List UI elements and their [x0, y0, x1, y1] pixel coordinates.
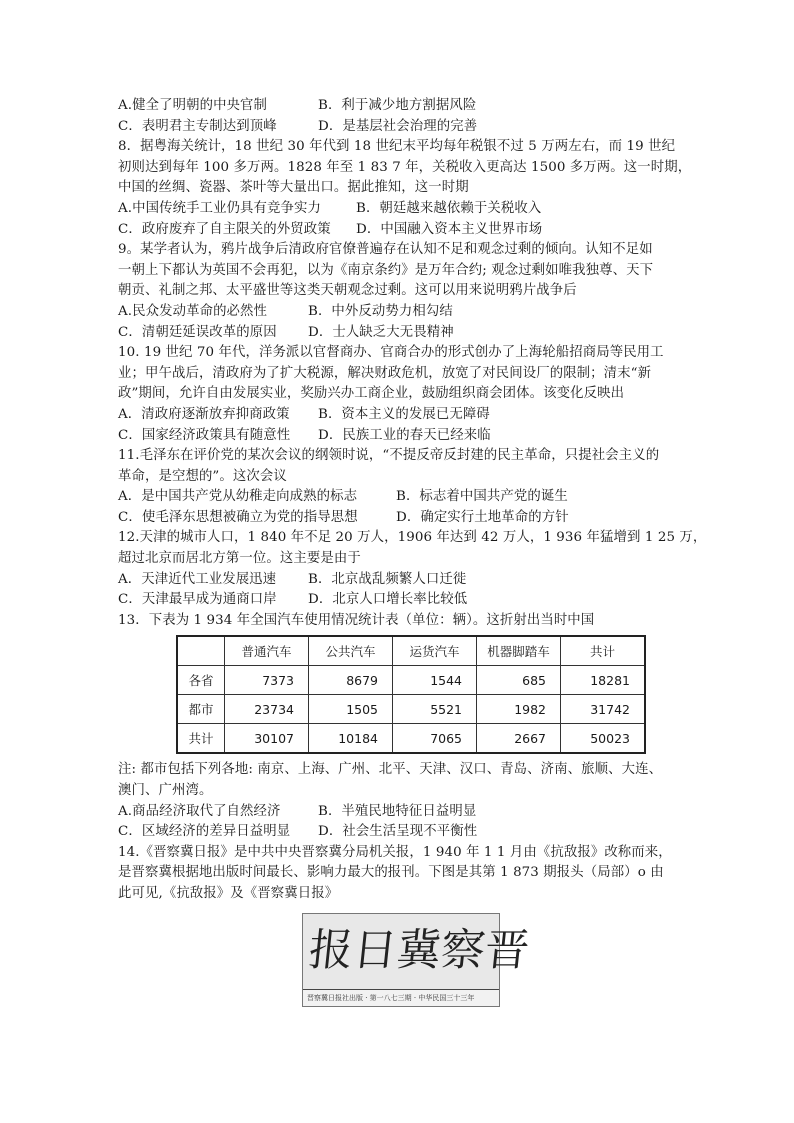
table-cell: 7065 — [393, 724, 477, 754]
q12-option-c: C．天津最早成为通商口岸 — [118, 592, 277, 608]
q9-stem-line: 一朝上下都认为英国不会再犯，以为《南京条约》是万年合约; 观念过剩如唯我独尊、天下 — [118, 262, 654, 278]
q10-option-d: D．民族工业的春天已经来临 — [318, 427, 491, 443]
q9-option-a: A.民众发动革命的必然性 — [118, 303, 268, 319]
q10-options-row2 — [118, 426, 688, 447]
q12-option-a: A．天津近代工业发展迅速 — [118, 571, 277, 587]
masthead-calligraphy: 报日冀察晋 — [306, 924, 532, 976]
q10-option-a: A．清政府逐渐放弃抑商政策 — [118, 406, 290, 422]
q11-stem-line: 革命，是空想的”。这次会议 — [118, 468, 287, 484]
q9-option-d: D．士人缺乏大无畏精神 — [308, 324, 454, 340]
table-cell: 23734 — [225, 695, 309, 724]
table-cell: 2667 — [477, 724, 561, 754]
q11-option-d: D．确定实行土地革命的方针 — [396, 509, 569, 525]
q13-options-row2 — [118, 822, 688, 843]
q7-options-row1 — [118, 96, 688, 117]
table-cell: 1544 — [393, 666, 477, 695]
table-row — [177, 695, 645, 724]
q10-option-c: C．国家经济政策具有随意性 — [118, 427, 291, 443]
q8-option-a: A.中国传统手工业仍具有竞争实力 — [118, 200, 321, 216]
q9-options-row1 — [118, 302, 688, 323]
q8-option-b: B．朝廷越来越依赖于关税收入 — [356, 200, 542, 216]
newspaper-masthead-image — [302, 913, 532, 1007]
q11-options-row1 — [118, 487, 688, 508]
table-cell: 31742 — [561, 695, 646, 724]
q7-option-c: C．表明君主专制达到顶峰 — [118, 118, 277, 134]
table-header-cell: 运货汽车 — [393, 636, 477, 666]
q13-stem-line: 13．下表为 1 934 年全国汽车使用情况统计表（单位：辆）。这折射出当时中国 — [118, 612, 595, 628]
q7-option-b: B．利于减少地方割据风险 — [318, 98, 477, 113]
table-header-cell: 普通汽车 — [225, 636, 309, 666]
table-header-cell — [177, 636, 225, 666]
q8-stem-line: 初则达到每年 100 多万两。1828 年至 1 83 7 年，关税收入更高达 1500 多万两。这一时期， — [118, 159, 692, 175]
q10-stem-line: 10. 19 世纪 70 年代，洋务派以官督商办、官商合办的形式创办了上海轮船招商局等民用工 — [118, 345, 664, 361]
table-cell: 7373 — [225, 666, 309, 695]
table-cell: 30107 — [225, 724, 309, 754]
q8-stem-line: 中国的丝绸、瓷器、茶叶等大量出口。据此推知，这一时期 — [118, 180, 469, 196]
q10-option-b: B．资本主义的发展已无障碍 — [318, 406, 490, 422]
q12-options-row1 — [118, 570, 688, 591]
row-label-cell: 各省 — [177, 666, 225, 695]
q8-option-d: D．中国融入资本主义世界市场 — [356, 221, 543, 237]
q14-stem-line: 此可见,《抗敌报》及《晋察冀日报》 — [118, 886, 339, 901]
q12-option-b: B．北京战乱频繁人口迁徙 — [308, 571, 467, 587]
q9-option-b: B．中外反动势力相勾结 — [308, 303, 453, 319]
q13-options-row1 — [118, 802, 688, 823]
table-row — [177, 724, 645, 754]
row-label-cell: 都市 — [177, 695, 225, 724]
q11-option-a: A．是中国共产党从幼稚走向成熟的标志 — [118, 489, 358, 505]
table-cell: 50023 — [561, 724, 646, 754]
table-cell: 1982 — [477, 695, 561, 724]
q11-option-b: B．标志着中国共产党的诞生 — [396, 489, 568, 505]
q7-options-row2 — [118, 117, 688, 138]
q13-note-line: 注: 都市包括下列各地: 南京、上海、广州、北平、天津、汉口、青岛、济南、旅顺、大连、 — [118, 762, 663, 778]
q8-stem-line: 8．据粤海关统计，18 世纪 30 年代到 18 世纪末平均每年税银不过 5 万两左右，而 19 世纪 — [118, 139, 676, 155]
table-cell: 685 — [477, 666, 561, 695]
q11-stem-line: 11.毛泽东在评价党的某次会议的纲领时说，“不提反帝反封建的民主革命，只提社会主义的 — [118, 448, 660, 464]
table-header-cell: 公共汽车 — [309, 636, 393, 666]
table-header-cell: 共计 — [561, 636, 646, 666]
q9-option-c: C．清朝廷延误改革的原因 — [118, 324, 277, 340]
table-cell: 1505 — [309, 695, 393, 724]
table-header-cell: 机器脚踏车 — [477, 636, 561, 666]
q7-option-d: D．是基层社会治理的完善 — [318, 118, 478, 134]
q10-stem-line: 政”期间，允许自由发展实业，奖励兴办工商企业，鼓励组织商会团体。该变化反映出 — [118, 386, 625, 402]
table-cell: 18281 — [561, 666, 646, 695]
q11-options-row2 — [118, 508, 688, 529]
q8-option-c: C．政府废弃了自主限关的外贸政策 — [118, 221, 331, 237]
table-cell: 8679 — [309, 666, 393, 695]
q13-option-b: B．半殖民地特征日益明显 — [318, 803, 477, 819]
q13-option-c: C．区域经济的差异日益明显 — [118, 824, 291, 840]
q10-stem-line: 业；甲午战后，清政府为了扩大税源，解决财政危机，放宽了对民间设厂的限制；清末“新 — [118, 365, 652, 381]
table-header-row — [177, 636, 645, 666]
q12-option-d: D．北京人口增长率比较低 — [308, 592, 468, 608]
q9-stem-line: 朝贡、礼制之邦、太平盛世等这类天朝观念过剩。这可以用来说明鸦片战争后 — [118, 283, 577, 299]
q9-options-row2 — [118, 323, 688, 344]
vehicle-statistics-table — [176, 635, 646, 754]
q14-stem-line: 是晋察冀根据地出版时间最长、影响力最大的报刊。下图是其第 1 873 期报头（局部）o 由 — [118, 865, 664, 881]
q12-stem-line: 12.天津的城市人口，1 840 年不足 20 万人，1906 年达到 42 万人，1 936 年猛增到 1 25 万， — [118, 530, 707, 546]
q13-note-line: 澳门、广州湾。 — [118, 783, 213, 799]
q11-option-c: C．使毛泽东思想被确立为党的指导思想 — [118, 509, 358, 525]
masthead-info-strip: 晋察冀日报社出版 · 第一八七三期 · 中华民国三十三年 — [303, 989, 499, 1006]
q10-options-row1 — [118, 405, 688, 426]
table-cell: 5521 — [393, 695, 477, 724]
q14-stem-line: 14.《晋察冀日报》是中共中央晋察冀分局机关报，1 940 年 1 1 月由《抗敌报》改称而来， — [118, 844, 672, 860]
q13-option-d: D．社会生活呈现不平衡性 — [318, 824, 478, 840]
q8-options-row1 — [118, 199, 688, 220]
q9-stem-line: 9。某学者认为，鸦片战争后清政府官僚普遍存在认知不足和观念过剩的倾向。认知不足如 — [118, 242, 653, 258]
q13-option-a: A.商品经济取代了自然经济 — [118, 803, 281, 819]
row-label-cell: 共计 — [177, 724, 225, 754]
table-row — [177, 666, 645, 695]
table-cell: 10184 — [309, 724, 393, 754]
q12-stem-line: 超过北京而居北方第一位。这主要是由于 — [118, 551, 361, 567]
exam-page — [118, 96, 707, 1007]
q7-option-a: A.健全了明朝的中央官制 — [118, 98, 268, 113]
q12-options-row2 — [118, 590, 688, 611]
q8-options-row2 — [118, 220, 688, 241]
